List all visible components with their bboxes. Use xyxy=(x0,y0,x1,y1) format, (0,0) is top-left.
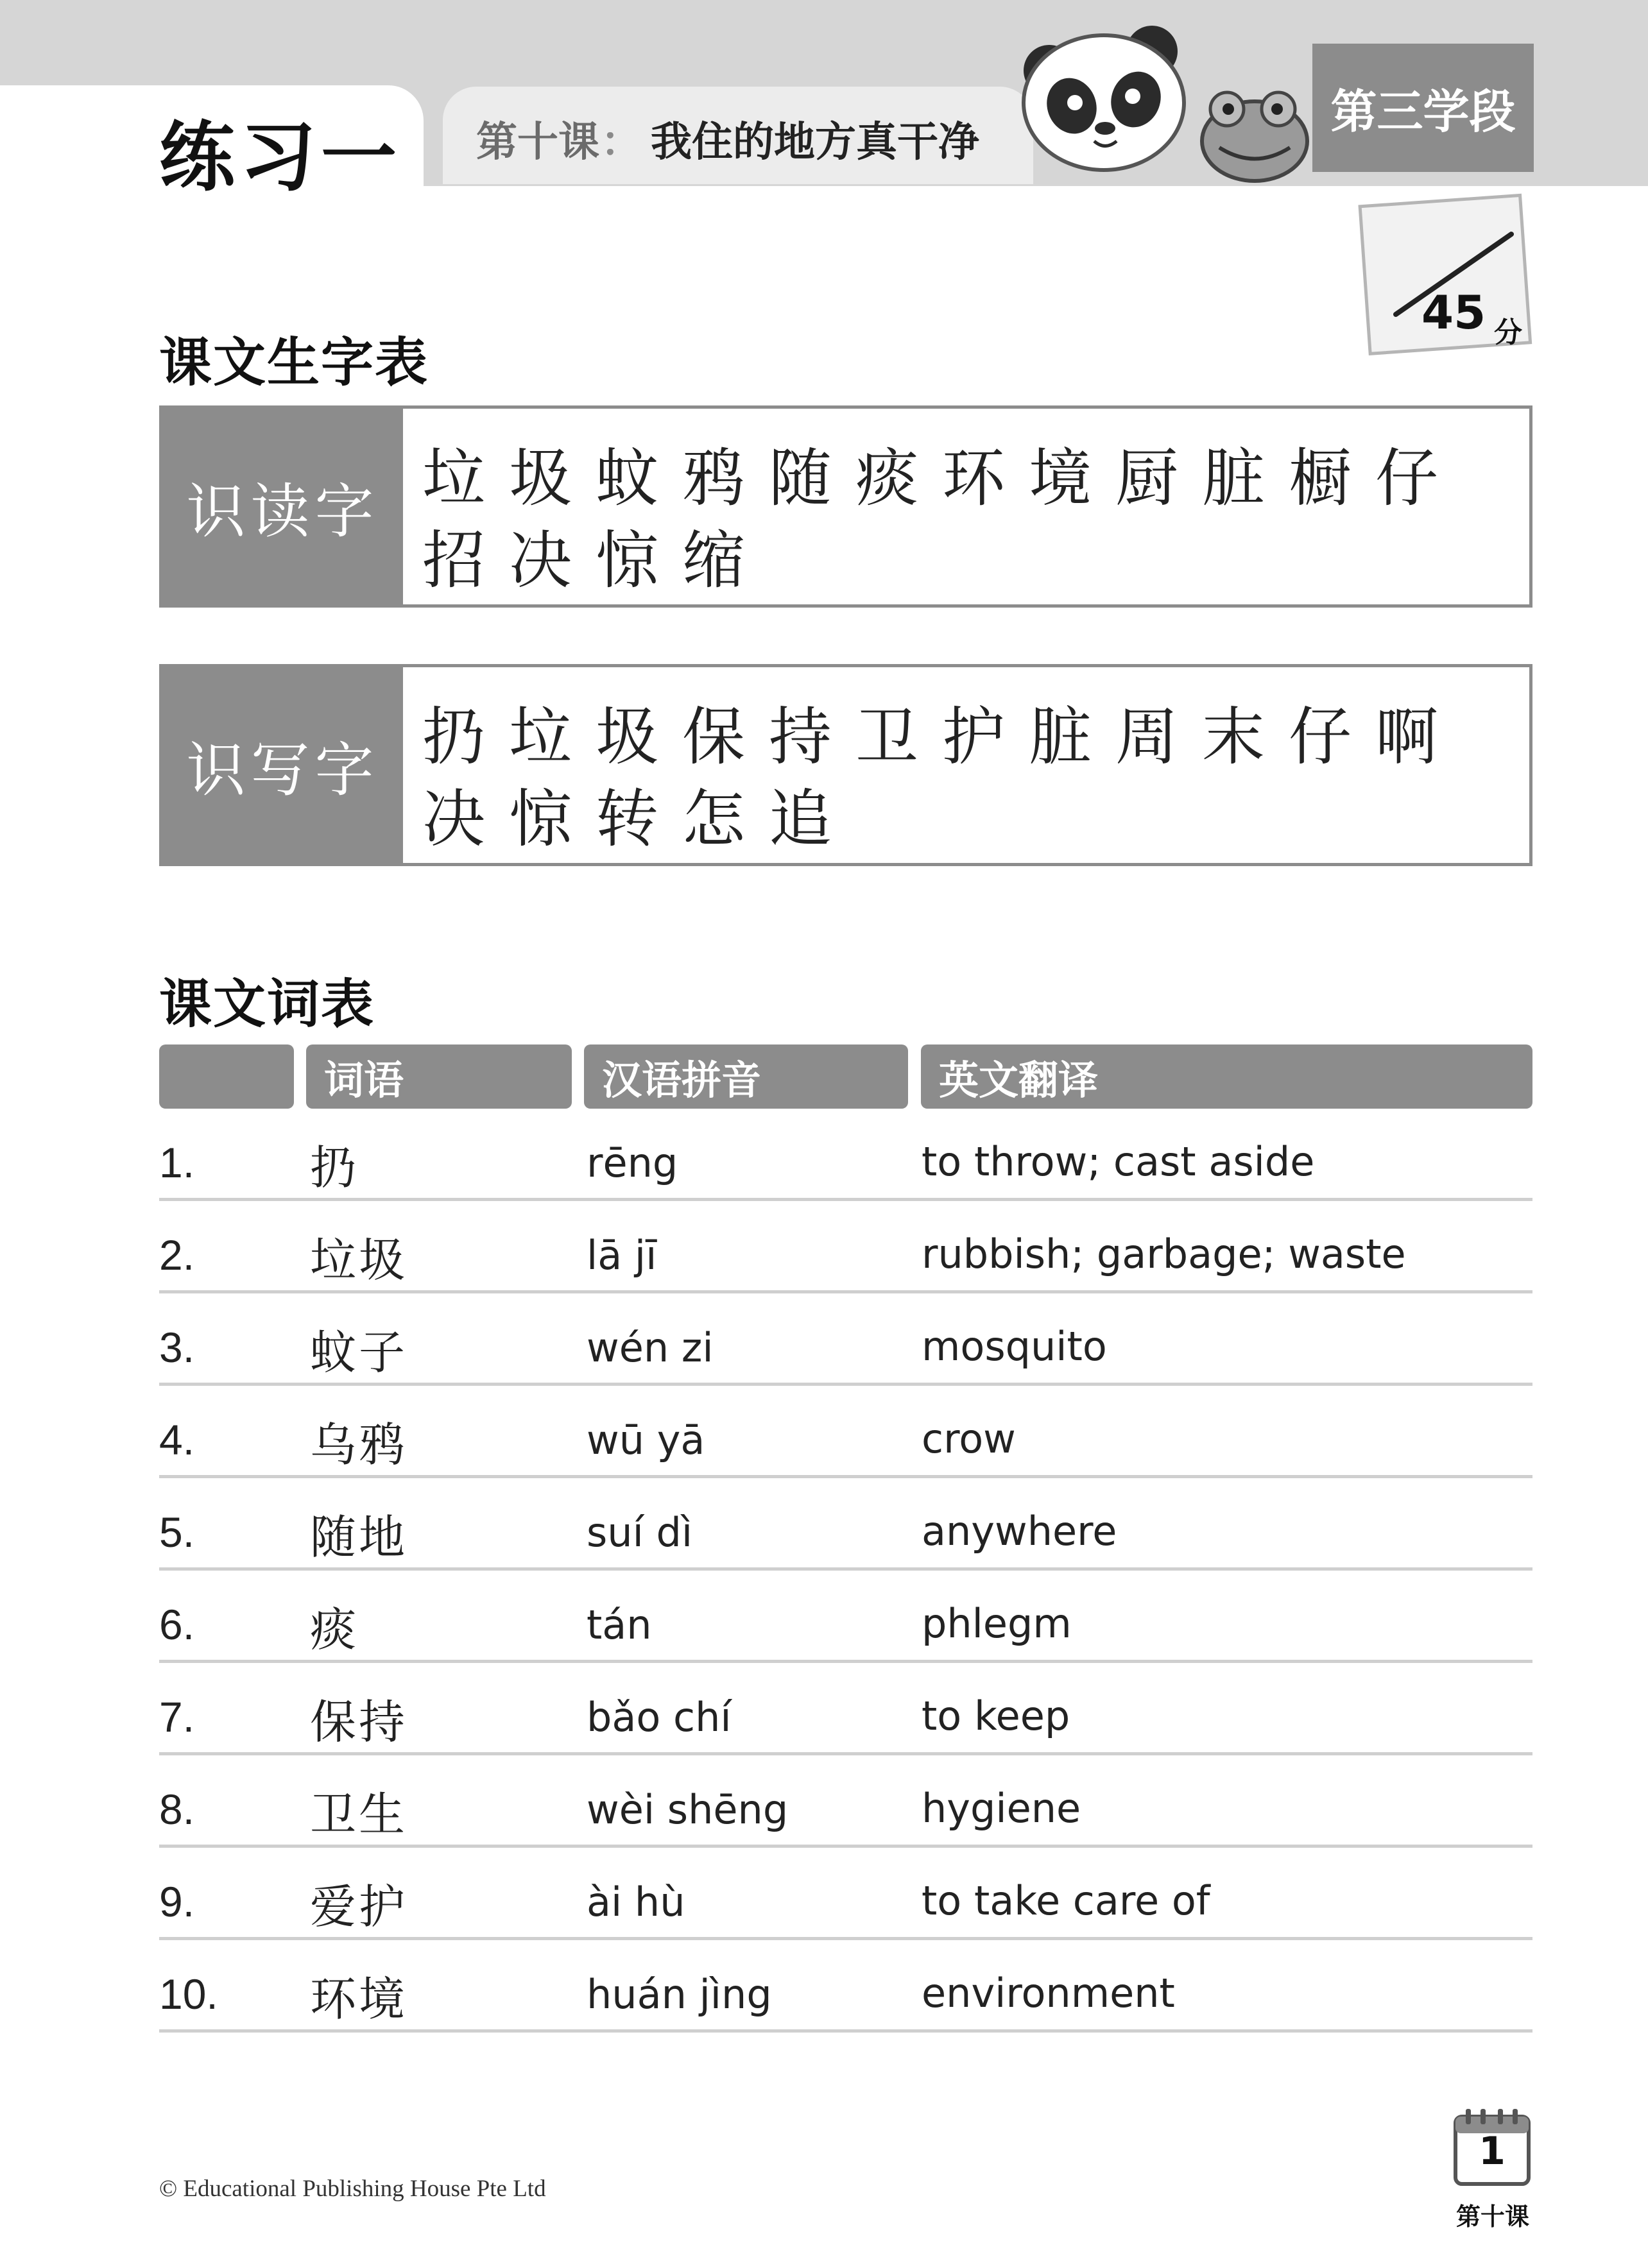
table-row xyxy=(159,1571,1532,1663)
row-pinyin: tán xyxy=(587,1601,652,1648)
page-number: 1 xyxy=(1479,2129,1506,2174)
row-word: 垃圾 xyxy=(310,1233,408,1287)
row-pinyin: wén zi xyxy=(587,1324,714,1371)
row-number: 10. xyxy=(159,1970,218,2018)
row-pinyin: wèi shēng xyxy=(587,1786,789,1833)
row-number: 5. xyxy=(159,1508,195,1556)
stage-badge xyxy=(1312,44,1534,172)
table-row xyxy=(159,1478,1532,1571)
panda-icon xyxy=(1024,26,1184,170)
writing-label: 识写字 xyxy=(162,667,403,863)
stage-text: 第三学段 xyxy=(1330,85,1516,139)
row-pinyin: huán jìng xyxy=(587,1971,772,2018)
frog-icon xyxy=(1202,92,1307,181)
reading-label: 识读字 xyxy=(162,409,403,604)
table-header-pinyin: 汉语拼音 xyxy=(584,1044,908,1109)
row-number: 7. xyxy=(159,1693,195,1741)
row-english: to keep xyxy=(922,1692,1070,1739)
exercise-title: 练习一 xyxy=(159,113,402,201)
reading-line-2: 招决惊缩 xyxy=(422,524,769,597)
row-pinyin: bǎo chí xyxy=(587,1694,732,1741)
table-header-word: 词语 xyxy=(306,1044,572,1109)
time-unit: 分 xyxy=(1494,316,1522,349)
row-word: 爱护 xyxy=(310,1880,408,1934)
row-english: crow xyxy=(922,1415,1016,1462)
reading-characters-box xyxy=(159,405,1532,608)
row-number: 8. xyxy=(159,1786,195,1833)
row-pinyin: ài hù xyxy=(587,1879,685,1925)
row-word: 随地 xyxy=(310,1510,408,1564)
row-english: phlegm xyxy=(922,1600,1072,1647)
row-pinyin: wū yā xyxy=(587,1417,705,1463)
section-title-characters: 课文生字表 xyxy=(159,332,429,393)
writing-characters-box xyxy=(159,664,1532,866)
row-english: mosquito xyxy=(922,1323,1107,1370)
table-row xyxy=(159,1940,1532,2033)
row-number: 9. xyxy=(159,1878,195,1925)
row-number: 6. xyxy=(159,1601,195,1648)
time-value: 45 xyxy=(1421,286,1486,339)
footer-lesson-label: 第十课 xyxy=(1455,2203,1529,2231)
row-word: 蚊子 xyxy=(310,1326,408,1379)
row-word: 保持 xyxy=(310,1695,408,1749)
reading-line-1: 垃圾蚊鸦随痰环境厨脏橱仔 xyxy=(422,442,1463,515)
row-english: hygiene xyxy=(922,1785,1081,1832)
row-word: 卫生 xyxy=(310,1787,408,1841)
table-row xyxy=(159,1663,1532,1755)
row-number: 4. xyxy=(159,1416,195,1463)
row-english: rubbish; garbage; waste xyxy=(922,1231,1406,1277)
writing-line-1: 扔垃圾保持卫护脏周末仔啊 xyxy=(422,701,1463,774)
row-pinyin: rēng xyxy=(587,1139,678,1186)
row-english: anywhere xyxy=(922,1508,1117,1555)
section-title-vocabulary: 课文词表 xyxy=(159,973,375,1035)
row-word: 乌鸦 xyxy=(310,1418,408,1472)
table-row xyxy=(159,1109,1532,1201)
table-row xyxy=(159,1201,1532,1293)
lesson-number: 第十课 xyxy=(476,119,599,166)
row-english: to throw; cast aside xyxy=(922,1138,1315,1185)
writing-line-2: 决惊转怎追 xyxy=(422,783,856,856)
mascot-illustration xyxy=(1014,13,1309,186)
row-pinyin: suí dì xyxy=(587,1509,693,1556)
table-row xyxy=(159,1755,1532,1848)
row-number: 2. xyxy=(159,1231,195,1279)
row-number: 3. xyxy=(159,1324,195,1371)
lesson-colon: ： xyxy=(601,119,642,166)
table-row xyxy=(159,1386,1532,1478)
table-header-number xyxy=(159,1044,294,1109)
row-english: environment xyxy=(922,1970,1175,2016)
lesson-label xyxy=(476,109,979,168)
row-pinyin: lā jī xyxy=(587,1232,657,1279)
table-header-english: 英文翻译 xyxy=(921,1044,1532,1109)
row-english: to take care of xyxy=(922,1877,1210,1924)
row-word: 扔 xyxy=(310,1141,359,1195)
row-word: 环境 xyxy=(310,1972,408,2026)
row-number: 1. xyxy=(159,1139,195,1186)
lesson-name: 我住的地方真干净 xyxy=(651,119,979,166)
table-row xyxy=(159,1848,1532,1940)
table-row xyxy=(159,1293,1532,1386)
copyright-notice: © Educational Publishing House Pte Ltd xyxy=(159,2176,546,2202)
row-word: 痰 xyxy=(310,1603,359,1657)
